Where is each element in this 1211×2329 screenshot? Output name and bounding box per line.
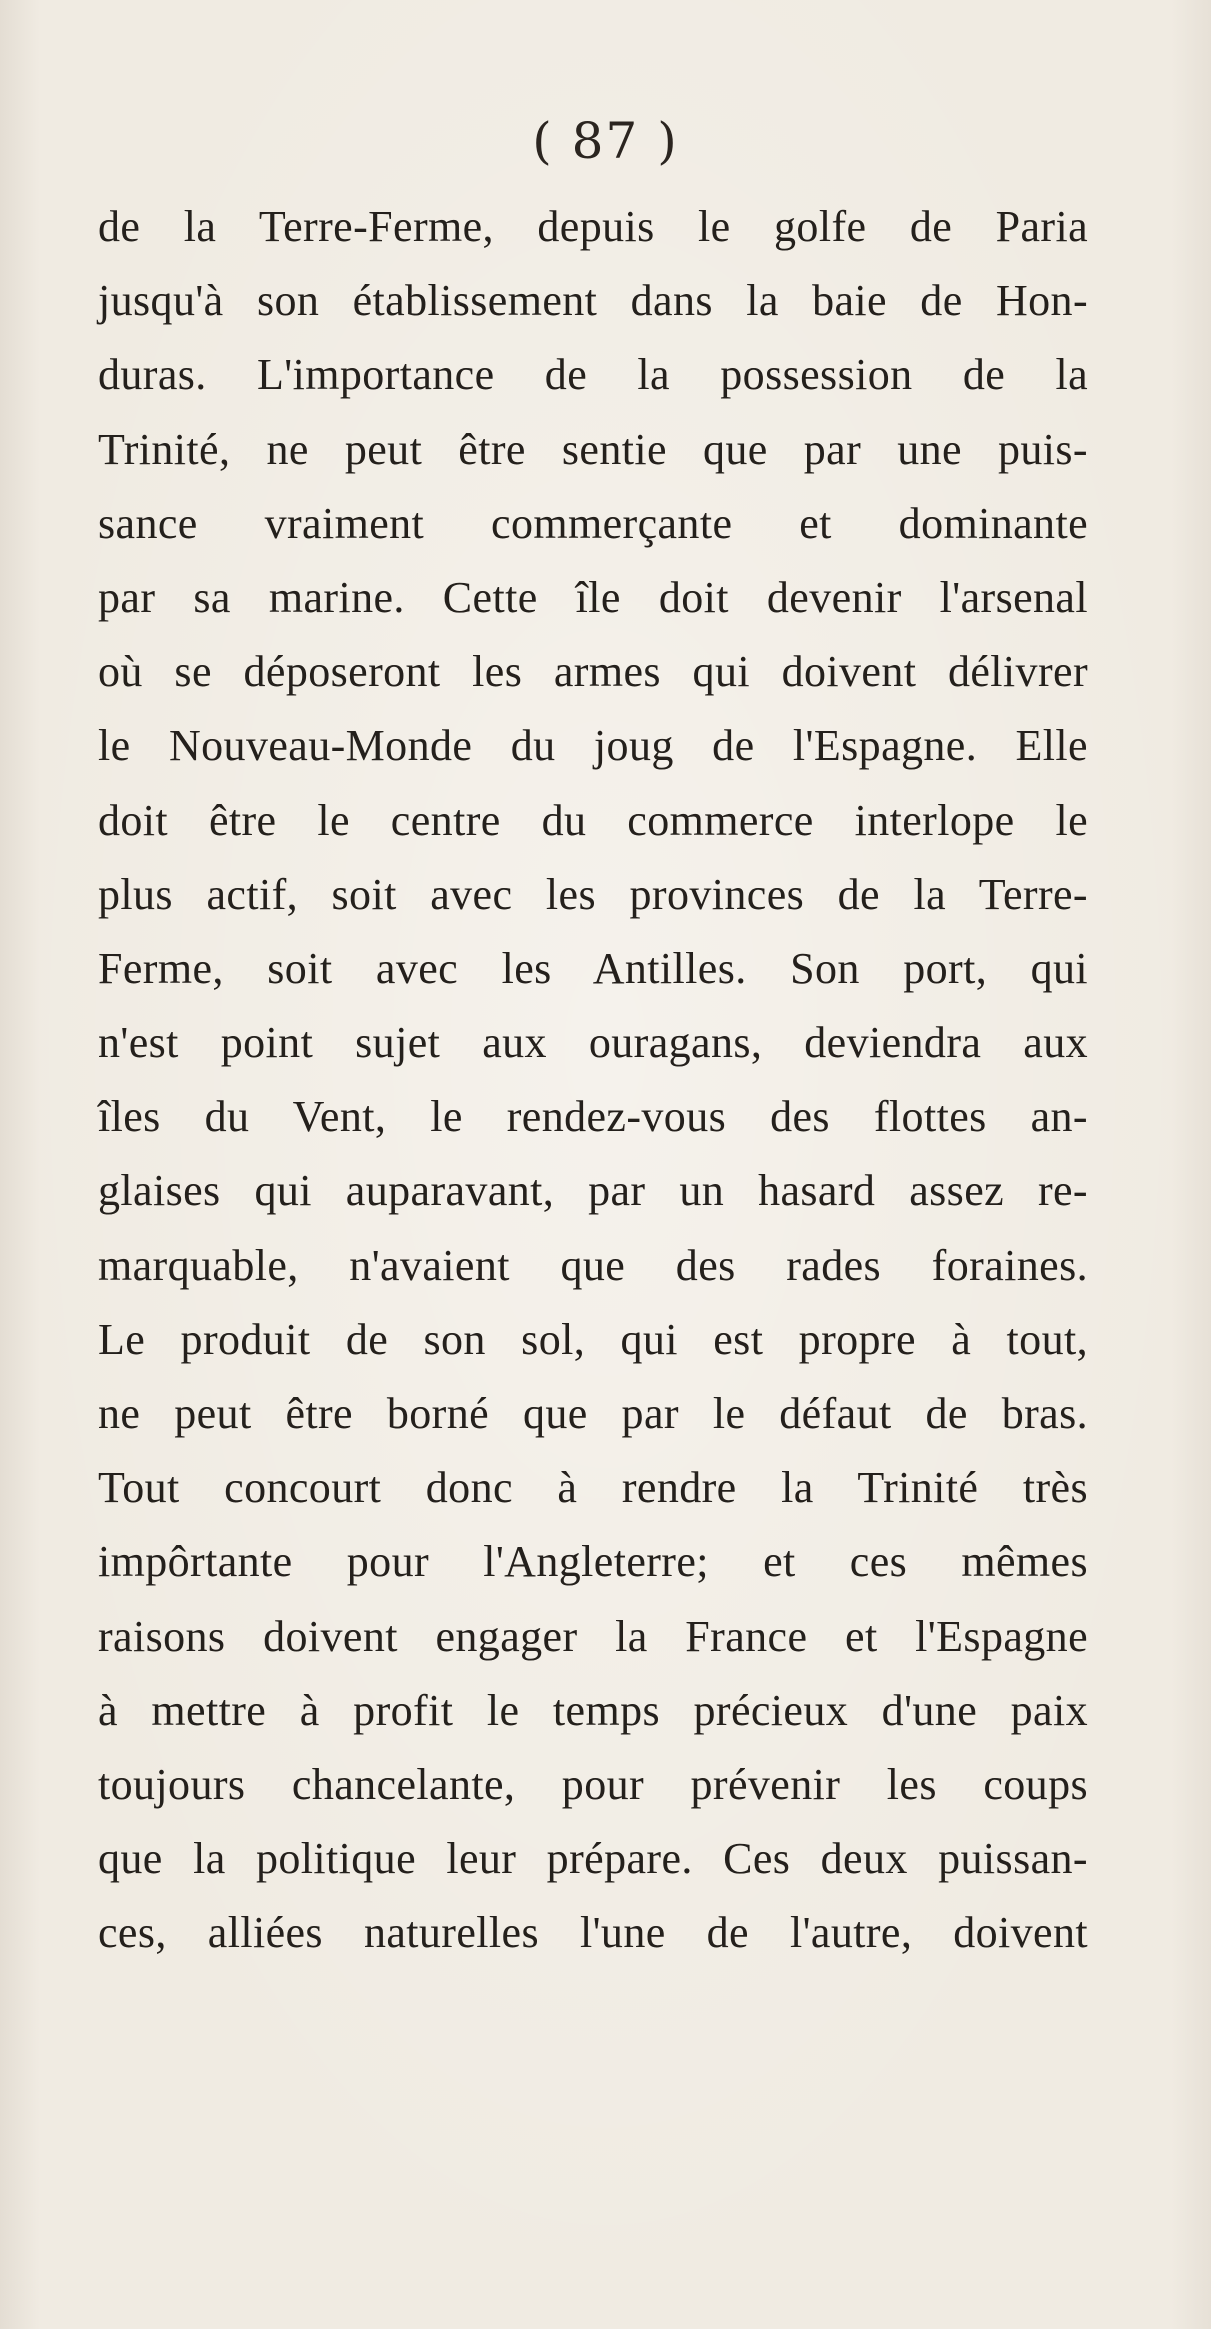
text-line: îles du Vent, le rendez-vous des flottes an- bbox=[98, 1092, 1088, 1142]
text-line: ne peut être borné que par le défaut de bras. bbox=[98, 1389, 1088, 1438]
text-line: ces, alliées naturelles l'une de l'autre, doivent bbox=[98, 1908, 1088, 1958]
text-line: sance vraiment commerçante et dominante bbox=[98, 498, 1088, 548]
text-line: glaises qui auparavant, par un hasard assez re- bbox=[98, 1166, 1088, 1216]
text-line: raisons doivent engager la France et l'Espagne bbox=[98, 1611, 1088, 1661]
text-line: doit être le centre du commerce interlope le bbox=[98, 795, 1088, 845]
text-line: à mettre à profit le temps précieux d'une paix bbox=[98, 1685, 1088, 1735]
text-line: plus actif, soit avec les provinces de la Terre- bbox=[98, 869, 1088, 919]
body-text bbox=[98, 190, 1088, 1971]
text-line: jusqu'à son établissement dans la baie de Hon- bbox=[98, 276, 1088, 326]
text-line: le Nouveau-Monde du joug de l'Espagne. Elle bbox=[98, 721, 1088, 771]
text-line: Tout concourt donc à rendre la Trinité très bbox=[98, 1463, 1088, 1513]
text-line: Le produit de son sol, qui est propre à tout, bbox=[98, 1314, 1088, 1364]
text-line: duras. L'importance de la possession de la bbox=[98, 350, 1088, 400]
text-line: Ferme, soit avec les Antilles. Son port, qui bbox=[98, 943, 1088, 993]
text-line: toujours chancelante, pour prévenir les coups bbox=[98, 1759, 1088, 1809]
text-line: Trinité, ne peut être sentie que par une puis- bbox=[98, 424, 1088, 474]
text-line: par sa marine. Cette île doit devenir l'arsenal bbox=[98, 572, 1088, 622]
text-line: que la politique leur prépare. Ces deux puissan- bbox=[98, 1834, 1088, 1884]
text-line: n'est point sujet aux ouragans, deviendra aux bbox=[98, 1018, 1088, 1068]
text-line: de la Terre-Ferme, depuis le golfe de Paria bbox=[98, 202, 1088, 251]
page-number: ( 87 ) bbox=[532, 112, 679, 170]
text-line: marquable, n'avaient que des rades foraines. bbox=[98, 1240, 1088, 1290]
text-line: où se déposeront les armes qui doivent délivrer bbox=[98, 647, 1088, 697]
text-line: impôrtante pour l'Angleterre; et ces mêmes bbox=[98, 1537, 1088, 1587]
